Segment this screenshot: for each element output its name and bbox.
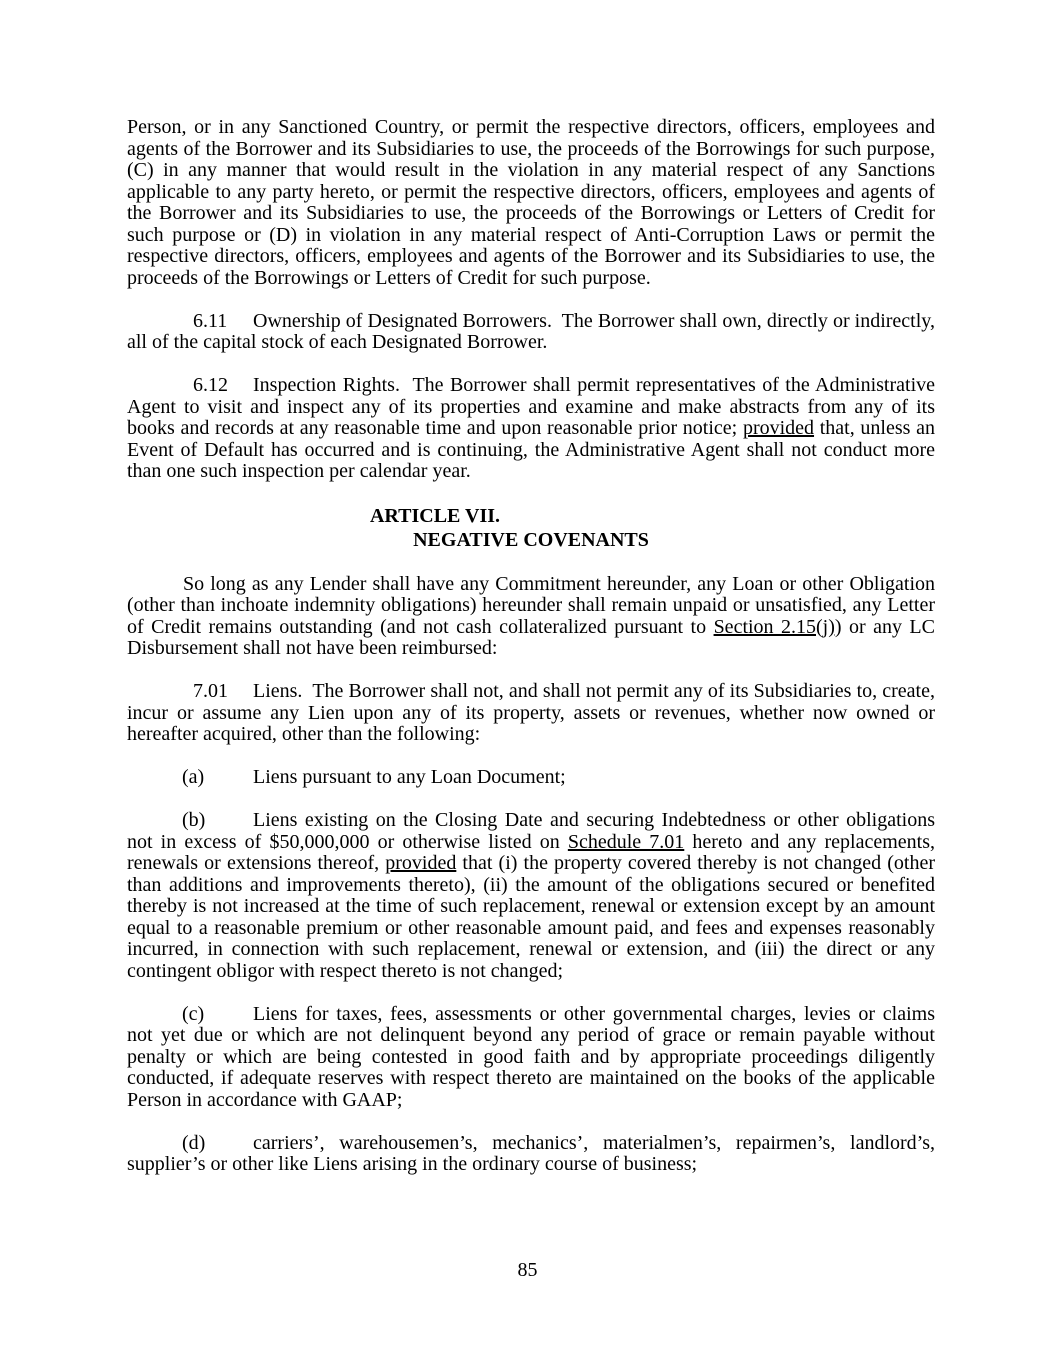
text-run: Person, or in any Sanctioned Country, or permit the respective directors, officers, employees and agents of the Borrower and its Subsidiaries to use, the proceeds of the Borrowings for such purpose, (C) in any manner that would result in the violation in any material respect of any Sanctions applicable to any party hereto, or permit the respective directors, officers, employees and agents of the Borrower and its Subsidiaries to use, the proceeds of the Borrowings or Letters of Credit for such purpose or (D) in violation in any material respect of Anti-Corruption Laws or permit the respective directors, officers, employees and agents of the Borrower and its Subsidiaries to use, the proceeds of the Borrowings or Letters of Credit for such purpose. [127, 116, 935, 289]
paragraph-label: (c) [182, 1002, 205, 1025]
paragraph [127, 574, 935, 660]
paragraph-6.11 [127, 311, 935, 354]
underlined-term: provided [385, 852, 457, 874]
paragraph-7.01 [127, 681, 935, 746]
underlined-term: Section 2.15(j) [713, 615, 835, 638]
article-heading [127, 504, 935, 552]
document-body [127, 117, 935, 1197]
paragraph-label: (b) [182, 809, 206, 831]
page-number: 85 [517, 1259, 538, 1281]
text-run: Liens existing on the Closing Date and securing Indebtedness or other obligations not in excess of $50,000,000 or otherwise listed on [127, 809, 935, 853]
paragraph [127, 117, 935, 289]
text-run: Liens pursuant to any Loan Document; [253, 766, 566, 788]
text-run: So long as any Lender shall have any Commitment hereunder, any Loan or other Obligation (other than inchoate indemnity obligations) hereunder shall remain unpaid or unsatisfied, any Letter of Credit remains outstanding (and not cash collateralized pursuant to [127, 572, 935, 638]
article-title: NEGATIVE COVENANTS [413, 529, 649, 551]
text-run: Ownership of Designated Borrowers. The Borrower shall own, directly or indirectly, all of the capital stock of each Designated Borrower. [127, 309, 935, 353]
paragraph-label: 6.11 [193, 309, 228, 332]
text-run: Inspection Rights. The Borrower shall permit representatives of the Administrative Agent to visit and inspect any of its properties and examine and make abstracts from any of its books and records at any reasonable time and upon reasonable prior notice; [127, 374, 935, 439]
paragraph-label: 6.12 [193, 374, 228, 396]
paragraph-label: (d) [182, 1131, 206, 1154]
text-run: that, unless an Event of Default has occurred and is continuing, the Administrative Agent shall not conduct more than one such inspection per calendar year. [127, 417, 935, 482]
paragraph-d [127, 1133, 935, 1176]
paragraph-label: 7.01 [193, 680, 228, 702]
text-run: carriers’, warehousemen’s, mechanics’, materialmen’s, repairmen’s, landlord’s, supplier’s or other like Liens arising in the ordinary course of business; [127, 1131, 935, 1175]
paragraph-c [127, 1004, 935, 1112]
page-footer [0, 1260, 1055, 1282]
underlined-term: provided [742, 417, 815, 439]
article-number: ARTICLE VII. [369, 505, 501, 527]
paragraph-b [127, 810, 935, 982]
underlined-term: Schedule 7.01 [567, 830, 685, 853]
text-run: Liens for taxes, fees, assessments or other governmental charges, levies or claims not yet due or which are not delinquent beyond any period of grace or remain payable without penalty or which are being contested in good faith and by appropriate proceedings diligently conducted, if adequate reserves with respect thereto are maintained on the books of the applicable Person in accordance with GAAP; [127, 1002, 935, 1111]
paragraph-label: (a) [182, 766, 205, 788]
text-run: that (i) the property covered thereby is not changed (other than additions and improvements thereto), (ii) the amount of the obligations secured or benefited thereby is not increased at the time of such replacement, renewal or extension except by an amount equal to a reasonable premium or other reasonable amount paid, and fees and expenses reasonably incurred, in connection with such replacement, renewal or extension, and (iii) the direct or any contingent obligor with respect thereto is not changed; [127, 852, 935, 982]
paragraph-6.12 [127, 375, 935, 483]
text-run: Liens. The Borrower shall not, and shall not permit any of its Subsidiaries to, create, incur or assume any Lien upon any of its property, assets or revenues, whether now owned or hereafter acquired, other than the following: [127, 680, 935, 745]
paragraph-a [127, 767, 935, 789]
text-run: ) or any LC Disbursement shall not have been reimbursed: [127, 615, 935, 659]
text-run: hereto and any replacements, renewals or extensions thereof, [127, 830, 935, 874]
